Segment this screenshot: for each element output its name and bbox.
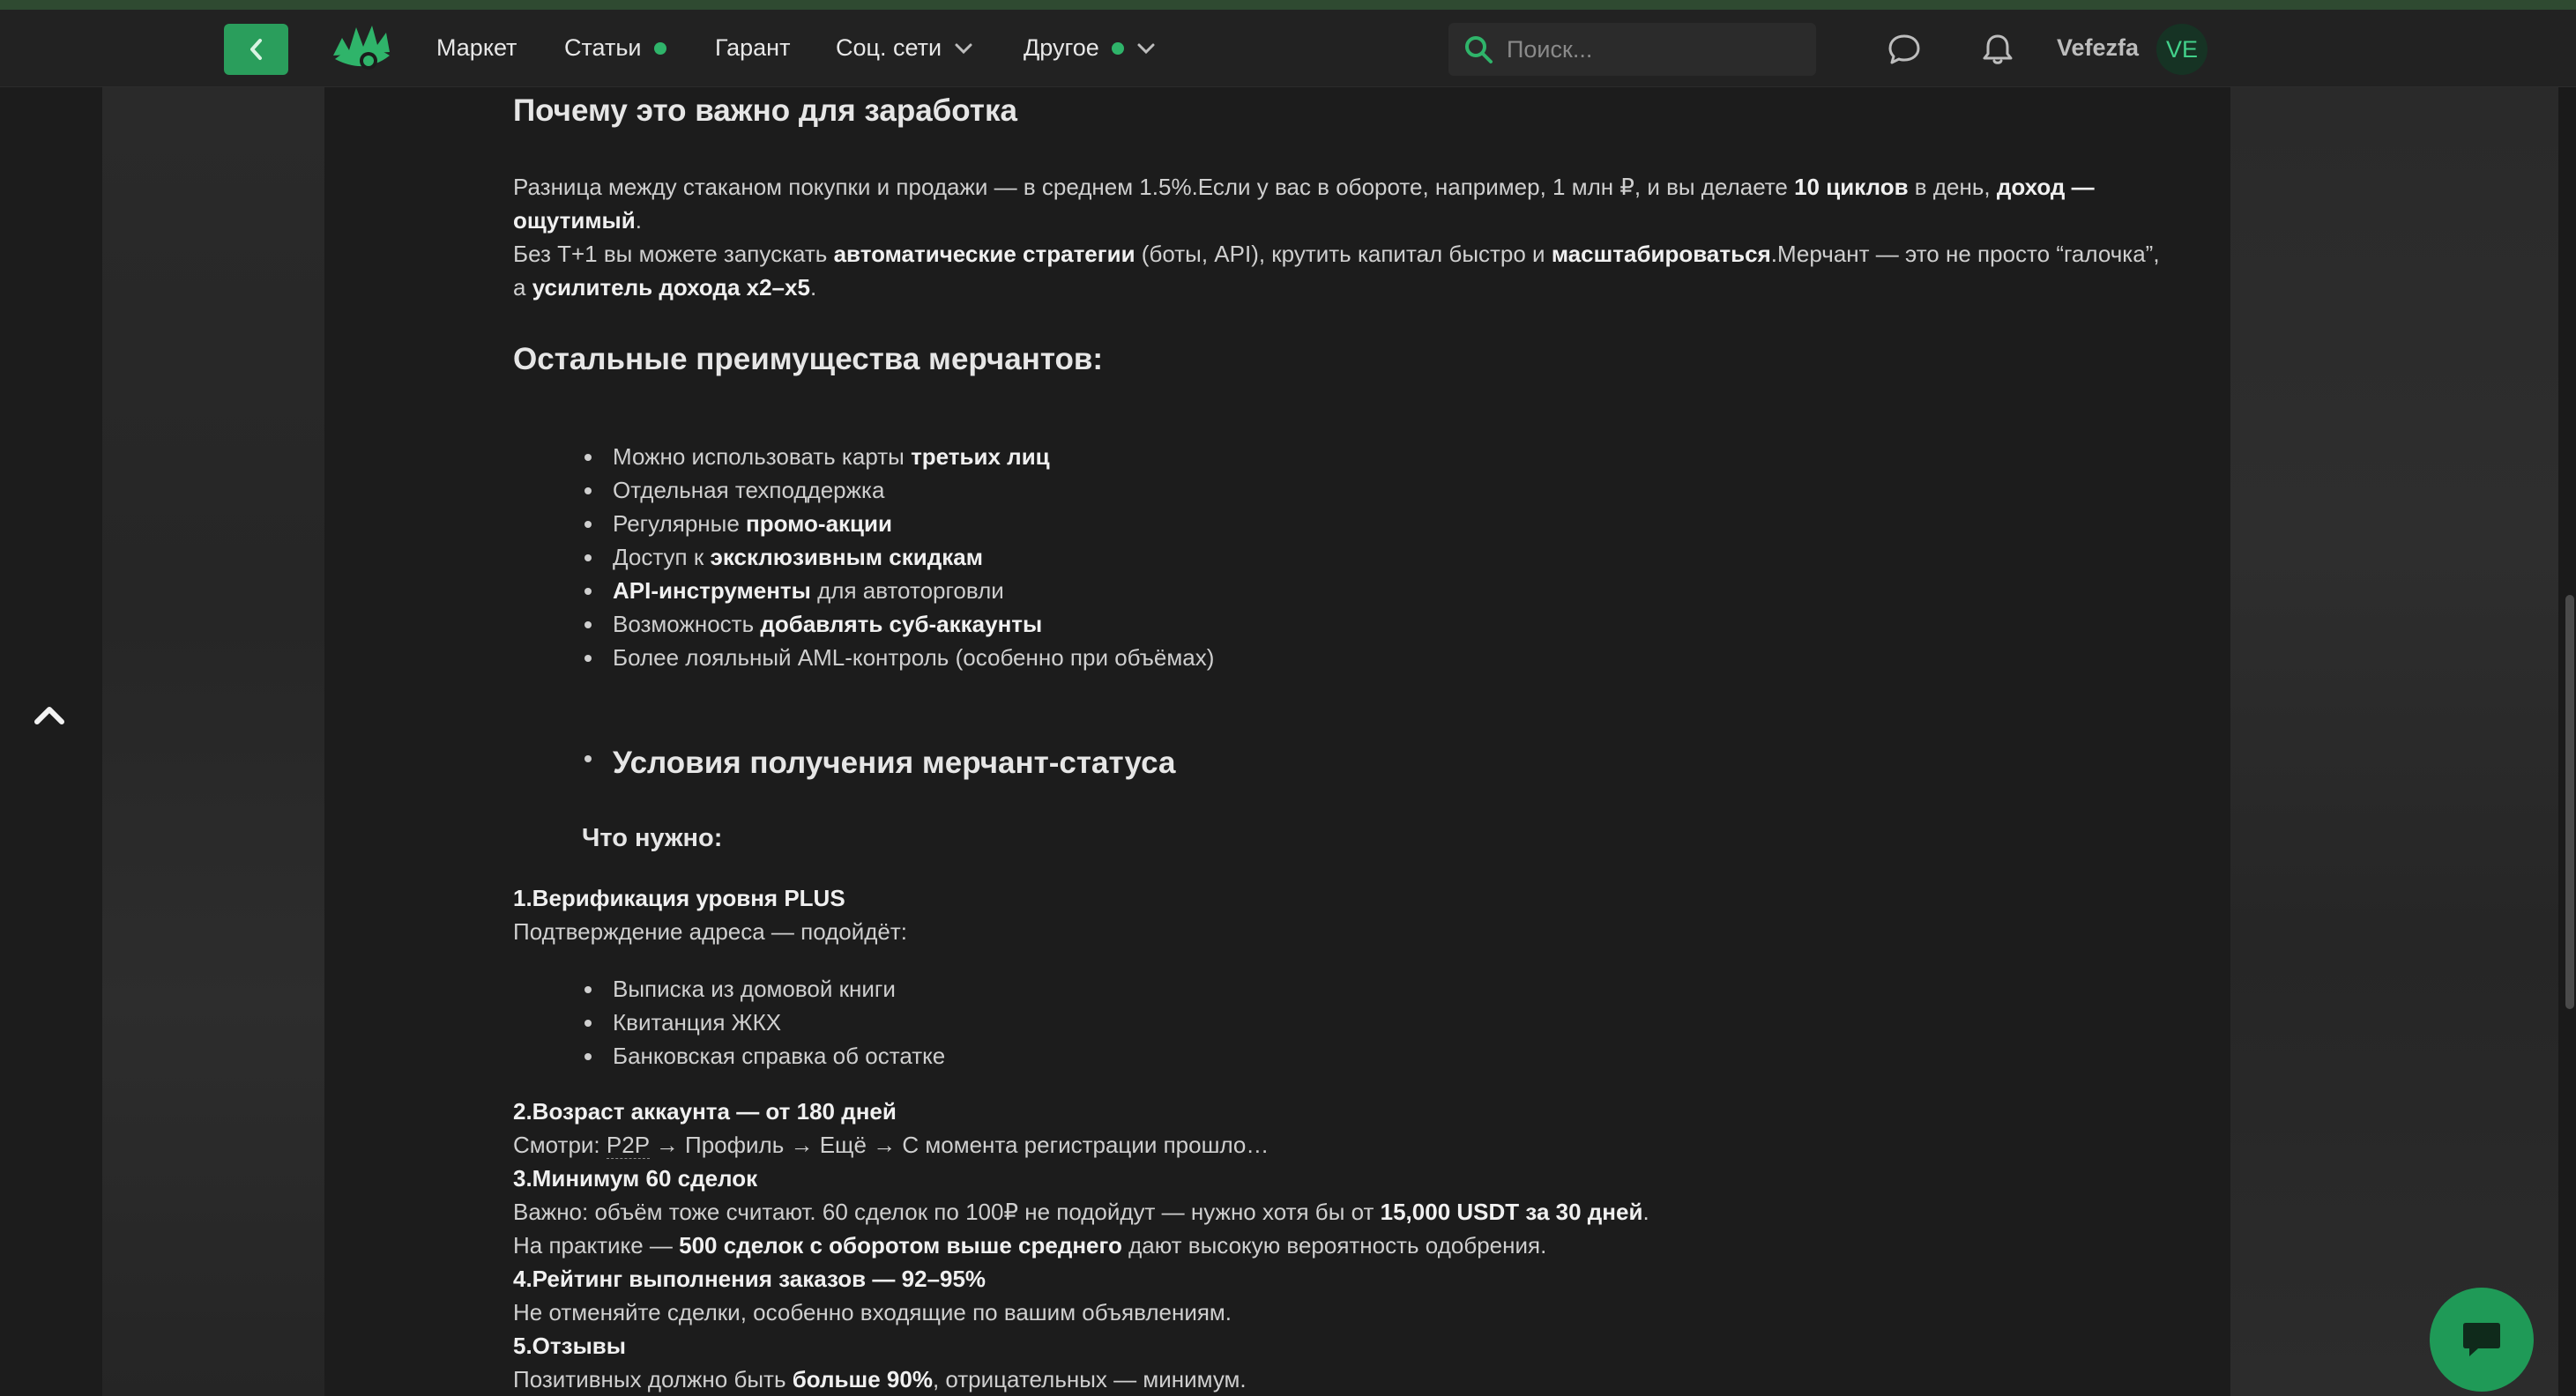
list-item: Банковская справка об остатке [613, 1039, 945, 1073]
chat-bubble-icon [1887, 32, 1922, 67]
requirement-title-3: 3.Минимум 60 сделок [513, 1165, 758, 1192]
nav-item-label: Статьи [564, 34, 642, 61]
list-item: Условия получения мерчант-статуса [613, 741, 1175, 785]
list-item: Выписка из домовой книги [613, 972, 945, 1006]
chevron-down-icon [1136, 42, 1156, 55]
messages-button[interactable] [1886, 31, 1923, 68]
chevron-down-icon [954, 42, 973, 55]
scroll-to-top-icon[interactable] [32, 701, 67, 729]
nav-item-label: Другое [1024, 34, 1099, 61]
search-input[interactable] [1507, 36, 1789, 63]
search-icon [1463, 33, 1494, 65]
bell-icon [1980, 32, 2015, 67]
scrollbar-thumb[interactable] [2565, 595, 2574, 1009]
heading-why-important: Почему это важно для заработка [513, 93, 1017, 128]
requirement-text-3a: Важно: объём тоже считают. 60 сделок по 100₽ не подойдут — нужно хотя бы от 15,000 USDT за 30 дней. [513, 1199, 1649, 1225]
list-item: Более лояльный AML-контроль (особенно при объёмах) [613, 641, 1214, 674]
requirement-title-5: 5.Отзывы [513, 1333, 626, 1359]
list-item: API-инструменты для автоторговли [613, 574, 1214, 607]
requirement-title-1: 1.Верификация уровня PLUS [513, 885, 845, 911]
nav-item-articles[interactable] [564, 34, 666, 62]
requirement-title-4: 4.Рейтинг выполнения заказов — 92–95% [513, 1266, 986, 1292]
back-arrow-icon [247, 37, 266, 62]
list-item: Квитанция ЖКХ [613, 1006, 945, 1039]
requirement-text-3b: На практике — 500 сделок с оборотом выше среднего дают высокую вероятность одобрения. [513, 1232, 1547, 1259]
nav-item-label: Гарант [715, 34, 791, 61]
nav-item-market[interactable] [436, 34, 517, 62]
nav-item-guarantee[interactable] [715, 34, 790, 62]
list-item: Отдельная техподдержка [613, 473, 1214, 507]
chat-icon [2461, 1319, 2503, 1360]
nav-item-label: Маркет [436, 34, 517, 61]
avatar[interactable]: VE [2156, 24, 2207, 75]
list-item: Доступ к эксклюзивным скидкам [613, 540, 1214, 574]
documents-list [613, 972, 945, 1073]
requirement-text-1: Подтверждение адреса — подойдёт: [513, 918, 908, 945]
new-indicator-dot [1112, 42, 1124, 55]
notifications-button[interactable] [1979, 31, 2016, 68]
heading-what-needed: Что нужно: [582, 824, 723, 852]
conditions-heading-list [613, 741, 1175, 785]
background-left-panel [102, 87, 324, 1396]
new-indicator-dot [654, 42, 666, 55]
requirement-title-2: 2.Возраст аккаунта — от 180 дней [513, 1098, 897, 1125]
requirement-text-4: Не отменяйте сделки, особенно входящие по вашим объявлениям. [513, 1299, 1232, 1325]
nav-item-label: Соц. сети [836, 34, 942, 61]
requirement-text-2: Смотри: P2P → Профиль → Ещё → С момента регистрации прошло… [513, 1132, 1269, 1158]
paragraph-spread: Разница между стаканом покупки и продажи — в среднем 1.5%.Если у вас в обороте, например, 1 млн ₽, и вы делаете 10 циклов в день, доход — ощутимый. [513, 174, 2095, 234]
search-box[interactable] [1448, 23, 1816, 76]
heading-other-benefits: Остальные преимущества мерчантов: [513, 342, 1104, 376]
list-item: Возможность добавлять суб-аккаунты [613, 607, 1214, 641]
paragraph-no-t1: Без T+1 вы можете запускать автоматические стратегии (боты, API), крутить капитал быстро и масштабироваться.Мерчант — это не просто “галочка”, а усилитель дохода x2–x5. [513, 241, 2160, 301]
benefits-list [613, 440, 1214, 674]
back-button[interactable] [224, 24, 288, 75]
navbar [0, 10, 2576, 87]
top-accent-line [0, 0, 2576, 10]
nav-item-other[interactable] [1024, 34, 1156, 62]
nav-item-social[interactable] [836, 34, 973, 62]
list-item: Можно использовать карты третьих лиц [613, 440, 1214, 473]
requirement-text-5: Позитивных должно быть больше 90%, отрицательных — минимум. [513, 1366, 1247, 1392]
logo-icon[interactable] [330, 20, 395, 78]
chat-widget-button[interactable] [2430, 1288, 2534, 1392]
background-right-panel [2230, 87, 2558, 1396]
list-item: Регулярные промо-акции [613, 507, 1214, 540]
username[interactable]: Vefezfa [2057, 34, 2140, 61]
